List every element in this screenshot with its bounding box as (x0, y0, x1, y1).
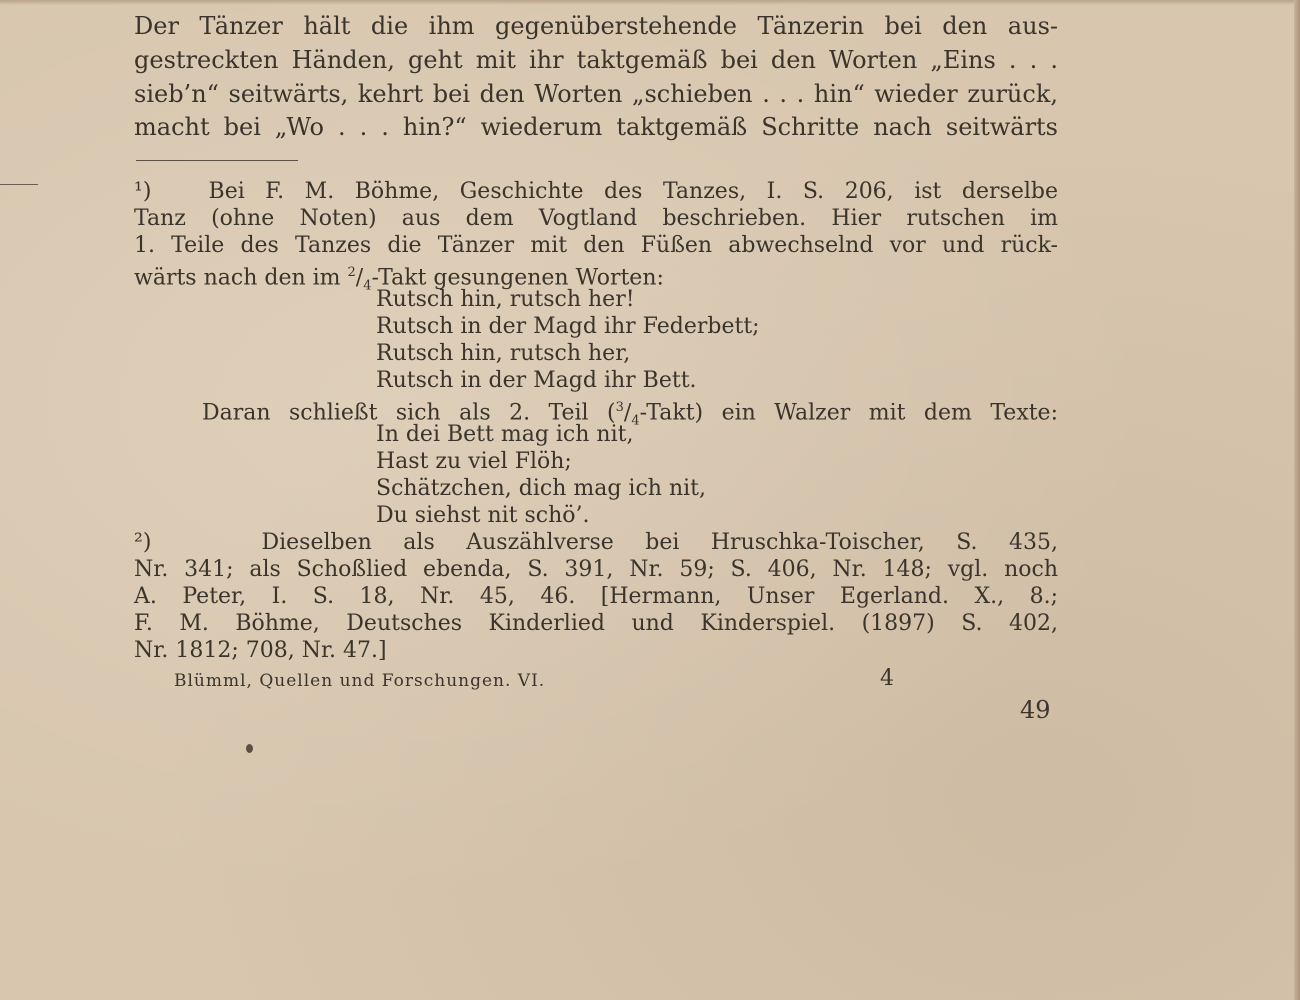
footnote-1-line-4-post: -Takt gesungenen Worten: (371, 265, 664, 291)
verse-2-line-1: In dei Bett mag ich nit, (376, 422, 634, 447)
footnote-1-line-3: 1. Teile des Tanzes die Tänzer mit den Füßen abwechselnd vor und rück- (134, 233, 1058, 258)
verse-2-line-3: Schätzchen, dich mag ich nit, (376, 476, 706, 501)
footnote-2-line-5: Nr. 1812; 708, Nr. 47.] (134, 638, 387, 663)
verse-2-line-2: Hast zu viel Flöh; (376, 449, 572, 474)
verse-2-line-4: Du siehst nit schö’. (376, 503, 590, 528)
footnote-1-line-4-pre: wärts nach den im (134, 265, 348, 291)
main-text-line-4: macht bei „Wo . . . hin?“ wiederum taktgemäß Schritte nach seitwärts (134, 113, 1058, 141)
verse-1-line-1: Rutsch hin, rutsch her! (376, 287, 635, 312)
fraction-numerator: 2 (347, 265, 356, 280)
footnote-1-line-1-text: Bei F. M. Böhme, Geschichte des Tanzes, I. S. 206, ist derselbe (188, 179, 1058, 204)
main-text-line-1: Der Tänzer hält die ihm gegenüberstehende Tänzerin bei den aus- (134, 12, 1058, 40)
footnote-1-line-4: wärts nach den im $^2/_4$-Takt gesungenen Worten: (134, 265, 664, 294)
footnote-separator-rule (136, 160, 298, 161)
footer-title: Blümml, Quellen und Forschungen. VI. (174, 671, 546, 691)
fraction-denominator: 4 (363, 278, 372, 294)
footnote-1-bridge-line: Daran schließt sich als 2. Teil $(^3/_4-Takt)$ ein Walzer mit dem Texte: (202, 400, 1058, 429)
footnote-1-line-1 (134, 178, 1058, 205)
verse-1-line-4: Rutsch in der Magd ihr Bett. (376, 368, 697, 393)
signature-mark: 4 (880, 666, 894, 691)
footnote-2-line-1 (134, 529, 1058, 556)
ink-spot (246, 744, 253, 753)
footnote-2-line-2: Nr. 341; als Schoßlied ebenda, S. 391, Nr. 59; S. 406, Nr. 148; vgl. noch (134, 557, 1058, 582)
footnote-1-line-2: Tanz (ohne Noten) aus dem Vogtland beschrieben. Hier rutschen im (134, 206, 1058, 231)
footnote-2-marker: ²) (134, 530, 152, 555)
footnote-1-marker: ¹) (134, 179, 152, 204)
margin-mark (0, 184, 38, 185)
fraction-numerator: 3 (615, 400, 624, 415)
page-right-edge (1294, 0, 1300, 1000)
bridge-post: -Takt) ein Walzer mit dem Texte: (639, 400, 1058, 426)
main-text-line-2: gestreckten Händen, geht mit ihr taktgemäß bei den Worten „Eins . . . (134, 46, 1058, 74)
page-number: 49 (1020, 696, 1051, 724)
main-text-line-3: sieb’n“ seitwärts, kehrt bei den Worten „schieben . . . hin“ wieder zurück, (134, 80, 1058, 108)
bridge-pre: Daran schließt sich als 2. Teil ( (202, 400, 616, 426)
page-top-edge (0, 0, 1300, 5)
footnote-2-line-4: F. M. Böhme, Deutsches Kinderlied und Kinderspiel. (1897) S. 402, (134, 611, 1058, 636)
verse-1-line-3: Rutsch hin, rutsch her, (376, 341, 631, 366)
footnote-2-line-3: A. Peter, I. S. 18, Nr. 45, 46. [Hermann, Unser Egerland. X., 8.; (134, 584, 1058, 609)
footnote-2-line-1-text: Dieselben als Auszählverse bei Hruschka-Toischer, S. 435, (230, 530, 1058, 555)
verse-1-line-2: Rutsch in der Magd ihr Federbett; (376, 314, 760, 339)
fraction-denominator: 4 (631, 413, 640, 429)
